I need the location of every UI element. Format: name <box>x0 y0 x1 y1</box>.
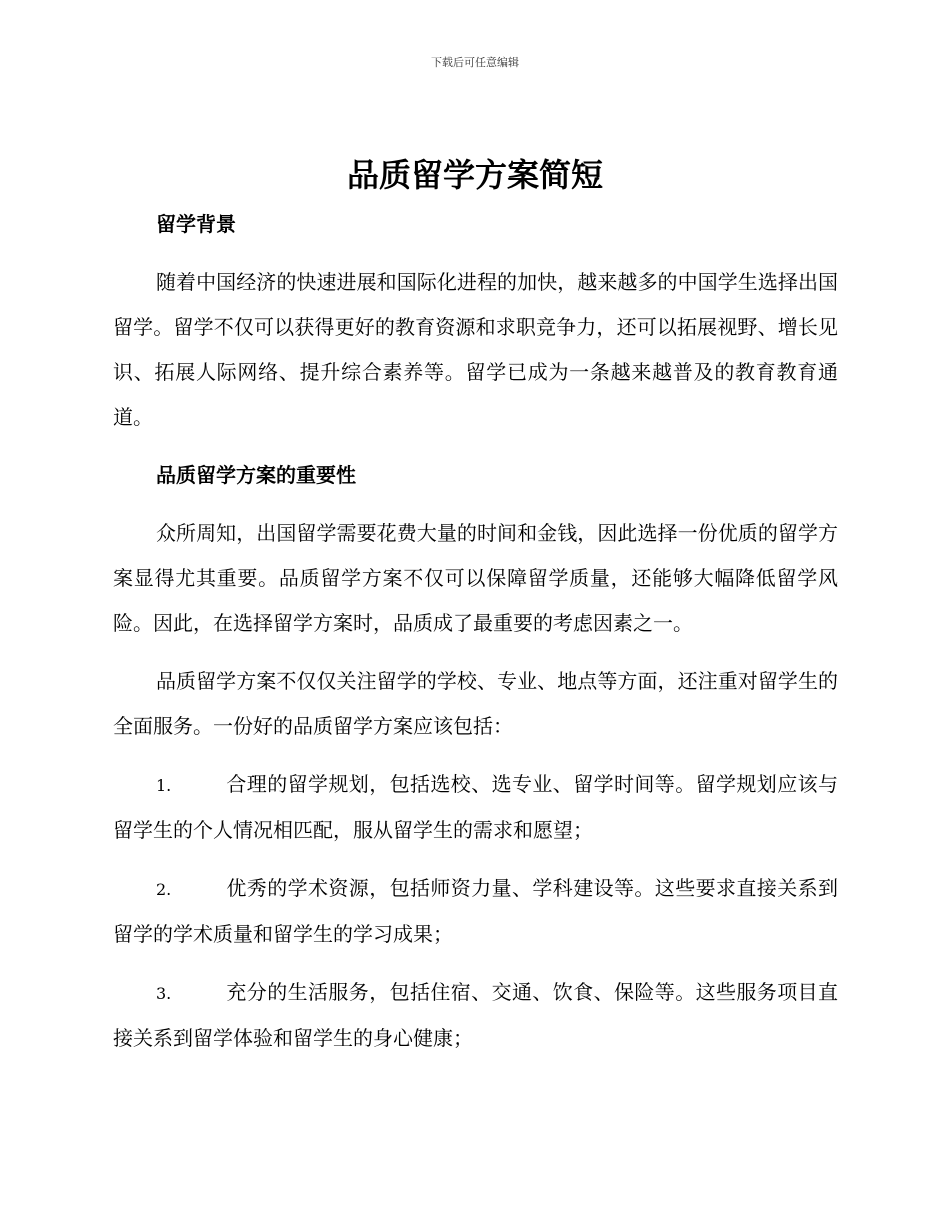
section-heading-background: 留学背景 <box>156 212 236 236</box>
header-note: 下载后可任意编辑 <box>431 56 519 69</box>
list-item-text: 优秀的学术资源，包括师资力量、学科建设等。这些要求直接关系到留学的学术质量和留学生的学习成果； <box>113 876 838 946</box>
section-heading-importance: 品质留学方案的重要性 <box>156 463 356 487</box>
list-item-text: 合理的留学规划，包括选校、选专业、留学时间等。留学规划应该与留学生的个人情况相匹配，服从留学生的需求和愿望； <box>113 772 838 842</box>
paragraph-importance-1: 众所周知，出国留学需要花费大量的时间和金钱，因此选择一份优质的留学方案显得尤其重要。品质留学方案不仅可以保障留学质量，还能够大幅降低留学风险。因此，在选择留学方案时，品质成了最重要的考虑因素之一。 <box>113 521 838 635</box>
list-item <box>113 762 838 853</box>
list-item-number: 2. <box>156 880 172 899</box>
paragraph-importance-2: 品质留学方案不仅仅关注留学的学校、专业、地点等方面，还注重对留学生的全面服务。一份好的品质留学方案应该包括： <box>113 669 838 738</box>
list-item-text: 充分的生活服务，包括住宿、交通、饮食、保险等。这些服务项目直接关系到留学体验和留学生的身心健康； <box>113 980 838 1050</box>
list-item <box>113 970 838 1061</box>
paragraph-background: 随着中国经济的快速进展和国际化进程的加快，越来越多的中国学生选择出国留学。留学不仅可以获得更好的教育资源和求职竞争力，还可以拓展视野、增长见识、拓展人际网络、提升综合素养等。留学已成为一条越来越普及的教育教育通道。 <box>113 270 838 429</box>
list-item <box>113 866 838 957</box>
document-title: 品质留学方案简短 <box>346 156 603 194</box>
document-body <box>113 202 838 1074</box>
list-item-number: 1. <box>156 776 172 795</box>
list-item-number: 3. <box>156 984 172 1003</box>
